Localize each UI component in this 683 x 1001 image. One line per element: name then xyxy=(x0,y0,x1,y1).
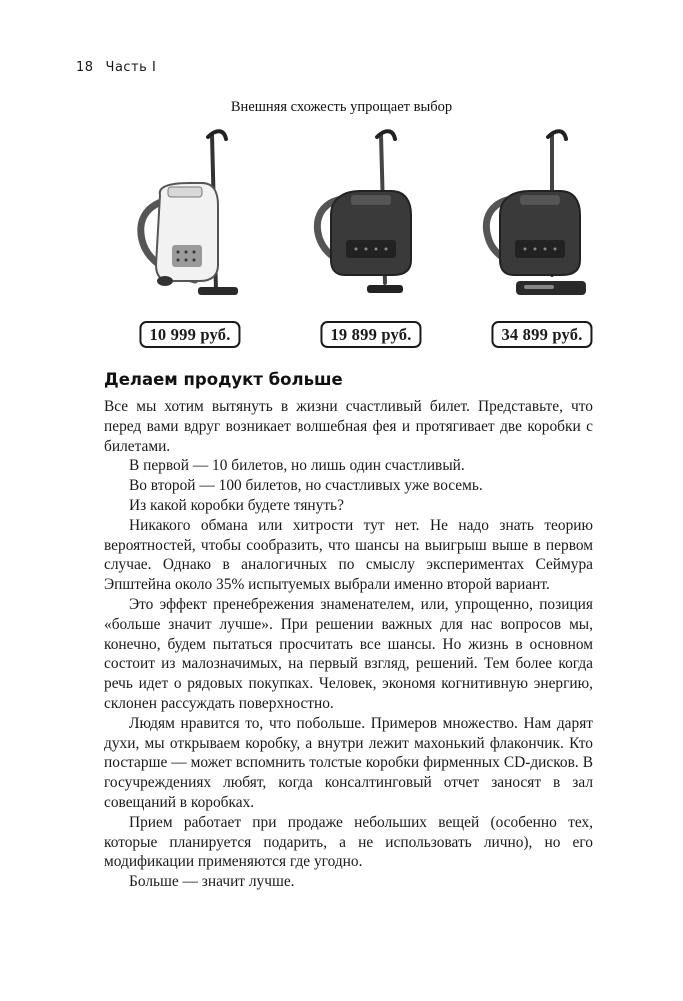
product-card xyxy=(120,125,260,365)
vacuum-white-image xyxy=(120,125,260,310)
paragraph: Это эффект пренебрежения знаменателем, или, упрощенно, позиция «больше значит лучше». При решении важных для нас вопросов мы, конечно, будем пытаться просчитать все шансы. Но жизнь в основном состоит из малозначимых, на первый взгляд, решений. Тем более когда речь идет о рядовых покупках. Человек, экономя когнитивную энергию, склонен рассуждать поверхностно. xyxy=(104,595,593,712)
paragraph: Прием работает при продаже небольших вещей (особенно тех, которые планируется подарить, а не использовать лично), но его модификации применяются где угодно. xyxy=(104,813,593,871)
part-label: Часть I xyxy=(105,60,157,75)
figure-caption: Внешняя схожесть упрощает выбор xyxy=(230,99,453,115)
price-tag: 34 899 руб. xyxy=(491,321,592,348)
page-number: 18 xyxy=(76,60,94,75)
paragraph: Все мы хотим вытянуть в жизни счастливый билет. Представьте, что перед вами вдруг возникает волшебная фея и протягивает две коробки с билетами. xyxy=(104,398,593,455)
price-tag: 10 999 руб. xyxy=(139,321,240,348)
paragraph: Больше — значит лучше. xyxy=(129,873,295,891)
body-text xyxy=(104,397,593,892)
paragraph: В первой — 10 билетов, но лишь один счастливый. xyxy=(129,457,465,475)
paragraph: Из какой коробки будете тянуть? xyxy=(129,496,344,514)
product-card xyxy=(301,125,441,365)
paragraph: Никакого обмана или хитрости тут нет. Не надо знать теорию вероятностей, чтобы сообразить, что шансы на выигрыш выше в первом случае. Однако в аналогичных по смыслу экспериментах Сеймура Эпштейна около 35% испытуемых выбрали именно второй вариант. xyxy=(104,516,593,594)
price-tag: 19 899 руб. xyxy=(320,321,421,348)
section-title: Делаем продукт больше xyxy=(104,370,343,389)
running-head xyxy=(76,60,156,75)
product-card xyxy=(472,125,612,365)
paragraph: Людям нравится то, что побольше. Примеров множество. Нам дарят духи, мы открываем коробку, а внутри лежит махонький флакончик. Кто постарше — может вспомнить толстые коробки фирменных CD-дисков. В госучреждениях любят, когда консалтинговый отчет заносят в зал совещаний в коробках. xyxy=(104,714,593,811)
vacuum-dark-turbo-image xyxy=(472,125,612,310)
paragraph: Во второй — 100 билетов, но счастливых уже восемь. xyxy=(129,477,483,495)
vacuum-dark-image xyxy=(301,125,441,310)
